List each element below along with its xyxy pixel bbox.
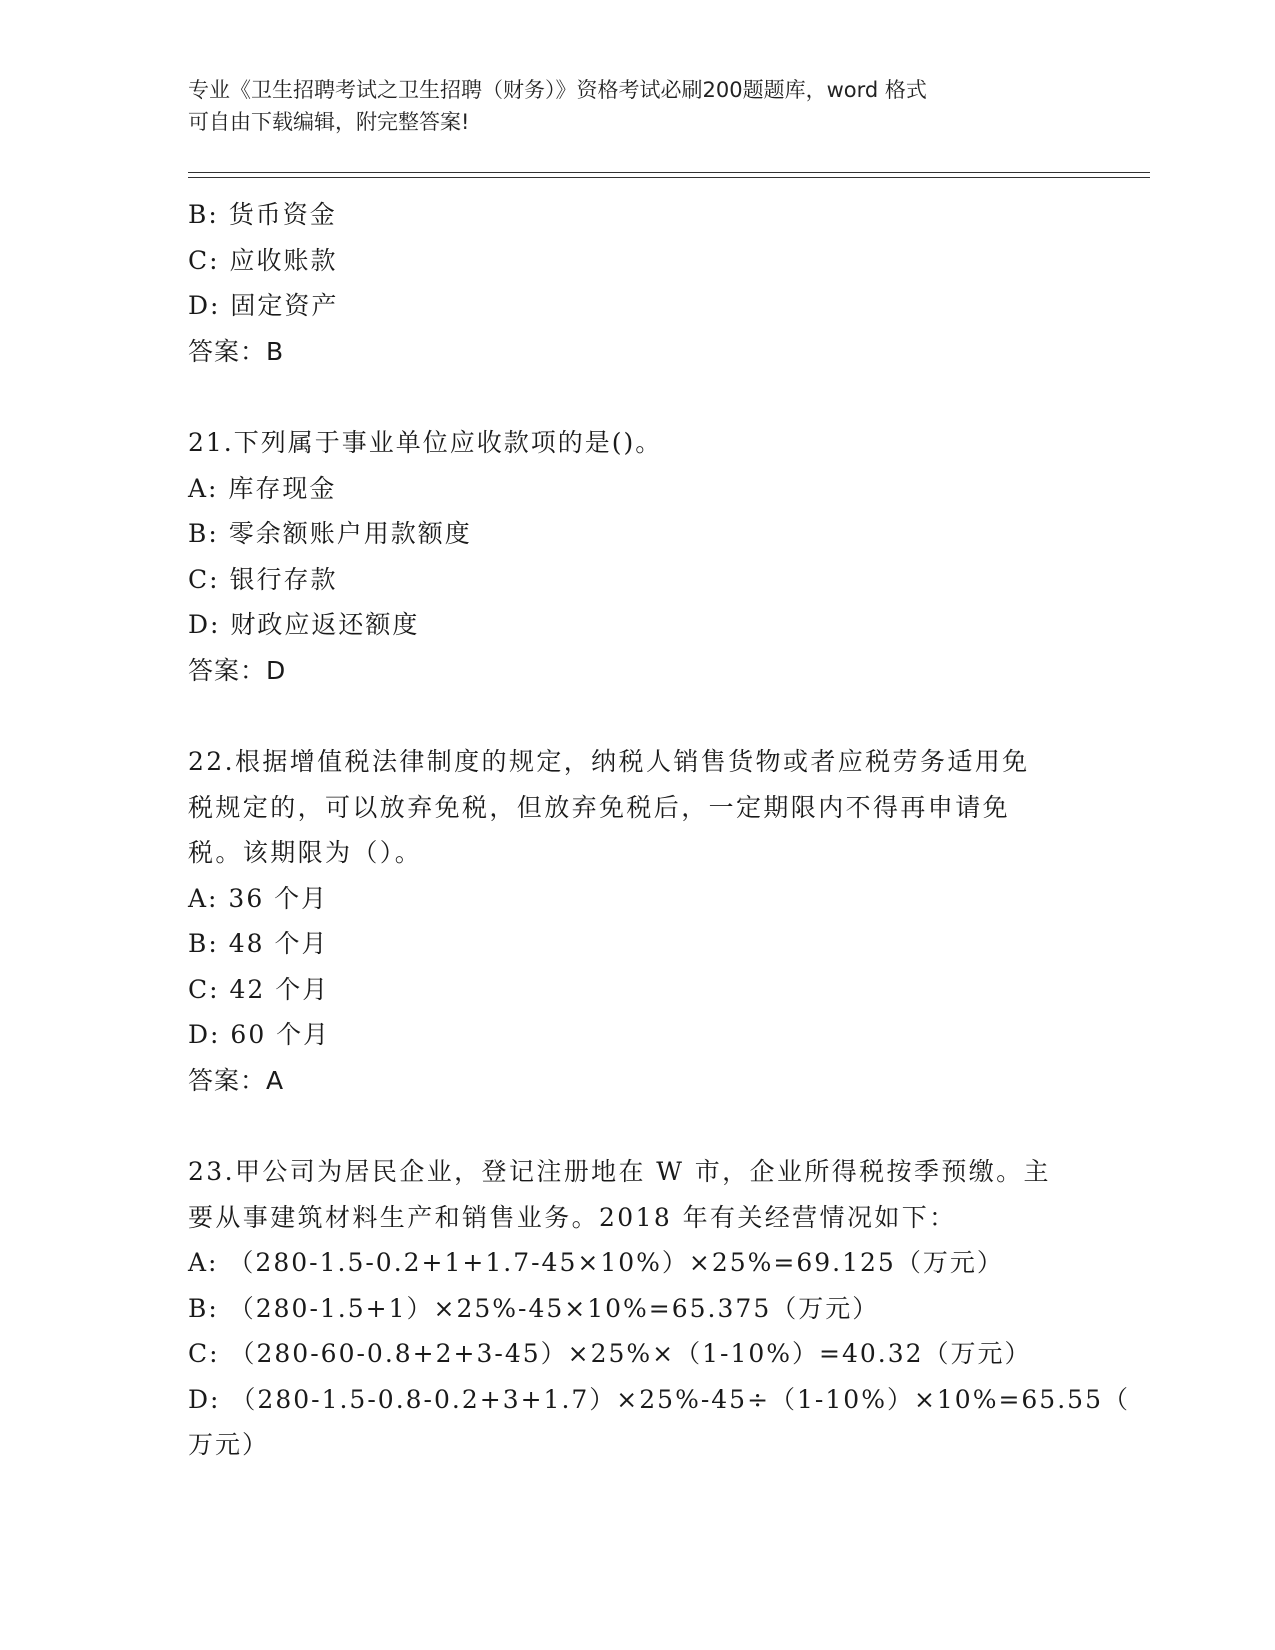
option-a: A: （280-1.5-0.2+1+1.7-45×10%）×25%=69.125（万元） [188,1248,1004,1277]
option-b: B: （280-1.5+1）×25%-45×10%=65.375（万元） [188,1293,880,1323]
option-d: D: 60 个月 [188,1020,331,1049]
question-23 [188,1149,1130,1468]
question-stem-line: 要从事建筑材料生产和销售业务。2018 年有关经营情况如下： [188,1202,957,1232]
spacer [188,374,1088,420]
option-d: D: （280-1.5-0.8-0.2+3+1.7）×25%-45÷（1-10%）×10%=65.55（ [188,1384,1130,1414]
option-c: C: 42 个月 [188,974,330,1004]
header-rule-bottom [188,177,1150,178]
option-a: A: 库存现金 [188,473,337,503]
option-c: C: 应收账款 [188,245,338,275]
question-stem-line: 税。该期限为（）。 [188,838,423,867]
option-b: B: 货币资金 [188,200,337,229]
header-title-line-2: 可自由下载编辑，附完整答案! [188,110,470,134]
answer-line: 答案：B [188,336,285,366]
question-21 [188,420,1088,693]
option-c: C: （280-60-0.8+2+3-45）×25%×（1-10%）=40.32（万元） [188,1339,1032,1368]
answer-line: 答案：A [188,1065,285,1095]
option-c: C: 银行存款 [188,564,338,594]
question-22 [188,739,1088,1103]
option-a: A: 36 个月 [188,883,329,913]
header-rule-top [188,172,1150,173]
question-stem-line: 22.根据增值税法律制度的规定，纳税人销售货物或者应税劳务适用免 [188,747,1030,776]
answer-line: 答案：D [188,655,287,685]
question-20-tail [188,192,1088,374]
question-stem-line: 23.甲公司为居民企业，登记注册地在 W 市，企业所得税按季预缴。主 [188,1157,1051,1186]
document-header [188,74,1068,138]
option-d-continuation: 万元） [188,1430,270,1459]
option-b: B: 零余额账户用款额度 [188,519,472,548]
question-stem-line: 税规定的，可以放弃免税，但放弃免税后，一定期限内不得再申请免 [188,792,1011,822]
question-list [188,192,1130,1468]
question-stem [188,739,1088,876]
header-title-line-1: 专业《卫生招聘考试之卫生招聘（财务）》资格考试必刷200题题库，word 格式 [188,78,927,102]
spacer [188,1103,1088,1149]
question-stem: 21.下列属于事业单位应收款项的是()。 [188,428,663,457]
question-stem [188,1149,1088,1240]
option-b: B: 48 个月 [188,929,329,958]
option-d: D: 固定资产 [188,291,339,320]
spacer [188,693,1088,739]
option-d: D: 财政应返还额度 [188,610,420,639]
